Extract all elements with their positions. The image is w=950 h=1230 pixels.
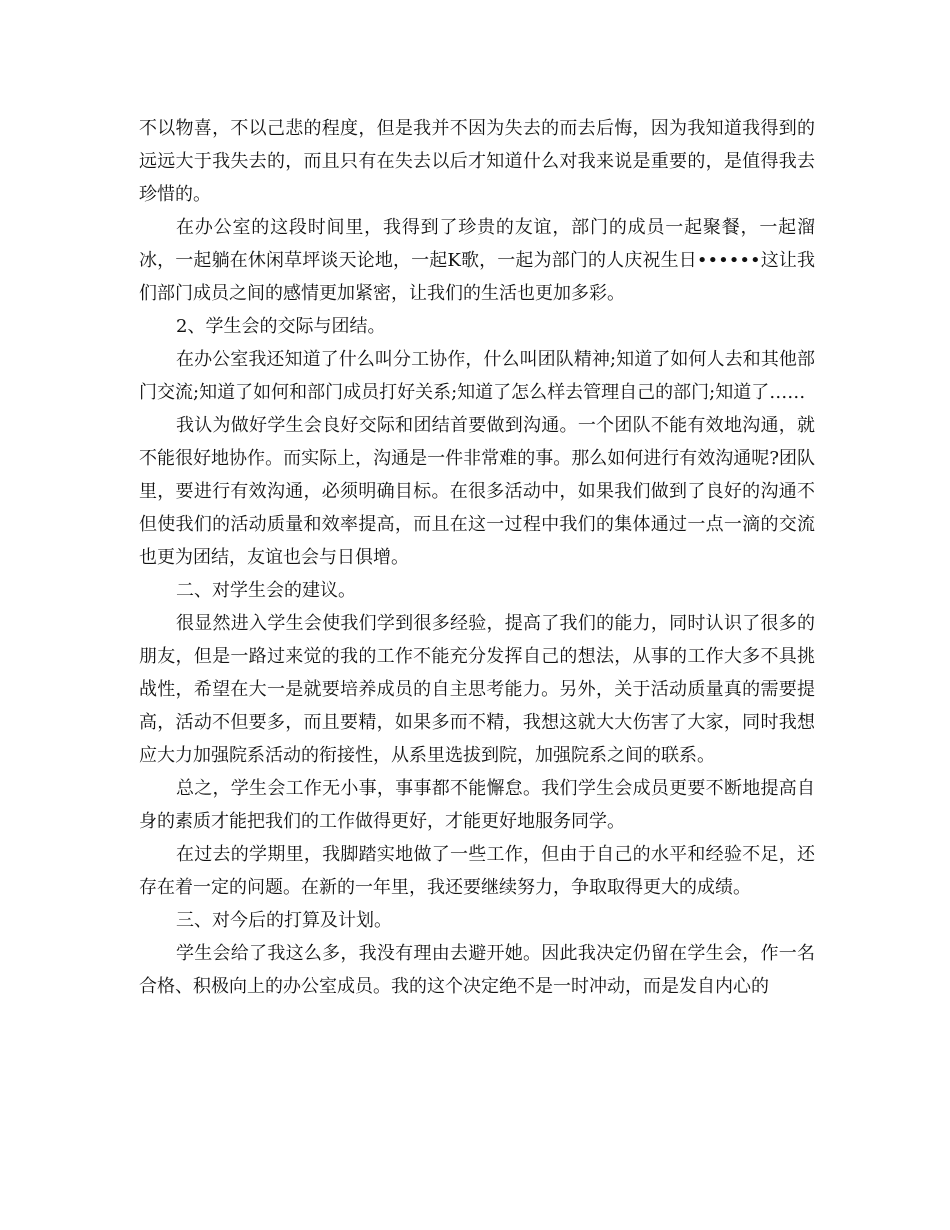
paragraph: 很显然进入学生会使我们学到很多经验，提高了我们的能力，同时认识了很多的朋友，但是一路过来觉的我的工作不能充分发挥自己的想法，从事的工作大多不具挑战性，希望在大一是就要培养成员的自主思考能力。另外，关于活动质量真的需要提高，活动不但要多，而且要精，如果多而不精，我想这就大大伤害了大家，同时我想应大力加强院系活动的衔接性，从系里选拔到院，加强院系之间的联系。 (139, 613, 815, 766)
paragraph: 总之，学生会工作无小事，事事都不能懈怠。我们学生会成员更要不断地提高自身的素质才能把我们的工作做得更好，才能更好地服务同学。 (139, 778, 815, 832)
paragraph: 在办公室我还知道了什么叫分工协作，什么叫团队精神;知道了如何人去和其他部门交流;知道了如何和部门成员打好关系;知道了怎么样去管理自己的部门;知道了…… (139, 349, 815, 403)
paragraph: 在过去的学期里，我脚踏实地做了一些工作，但由于自己的水平和经验不足，还存在着一定的问题。在新的一年里，我还要继续努力，争取取得更大的成绩。 (139, 844, 815, 898)
paragraph: 学生会给了我这么多，我没有理由去避开她。因此我决定仍留在学生会，作一名合格、积极向上的办公室成员。我的这个决定绝不是一时冲动，而是发自内心的 (139, 943, 815, 997)
section-heading: 三、对今后的打算及计划。 (176, 910, 392, 931)
document-body (139, 112, 815, 1003)
paragraph: 我认为做好学生会良好交际和团结首要做到沟通。一个团队不能有效地沟通，就不能很好地协作。而实际上，沟通是一件非常难的事。那么如何进行有效沟通呢?团队里，要进行有效沟通，必须明确目标。在很多活动中，如果我们做到了良好的沟通不但使我们的活动质量和效率提高，而且在这一过程中我们的集体通过一点一滴的交流也更为团结，友谊也会与日俱增。 (139, 415, 815, 568)
section-heading: 二、对学生会的建议。 (176, 580, 356, 601)
paragraph: 不以物喜，不以己悲的程度，但是我并不因为失去的而去后悔，因为我知道我得到的远远大于我失去的，而且只有在失去以后才知道什么对我来说是重要的，是值得我去珍惜的。 (139, 118, 815, 205)
section-heading: 2、学生会的交际与团结。 (176, 316, 386, 337)
paragraph: 在办公室的这段时间里，我得到了珍贵的友谊，部门的成员一起聚餐，一起溜冰，一起躺在休闲草坪谈天论地，一起K歌，一起为部门的人庆祝生日••••••这让我们部门成员之间的感情更加紧密，让我们的生活也更加多彩。 (139, 217, 815, 304)
